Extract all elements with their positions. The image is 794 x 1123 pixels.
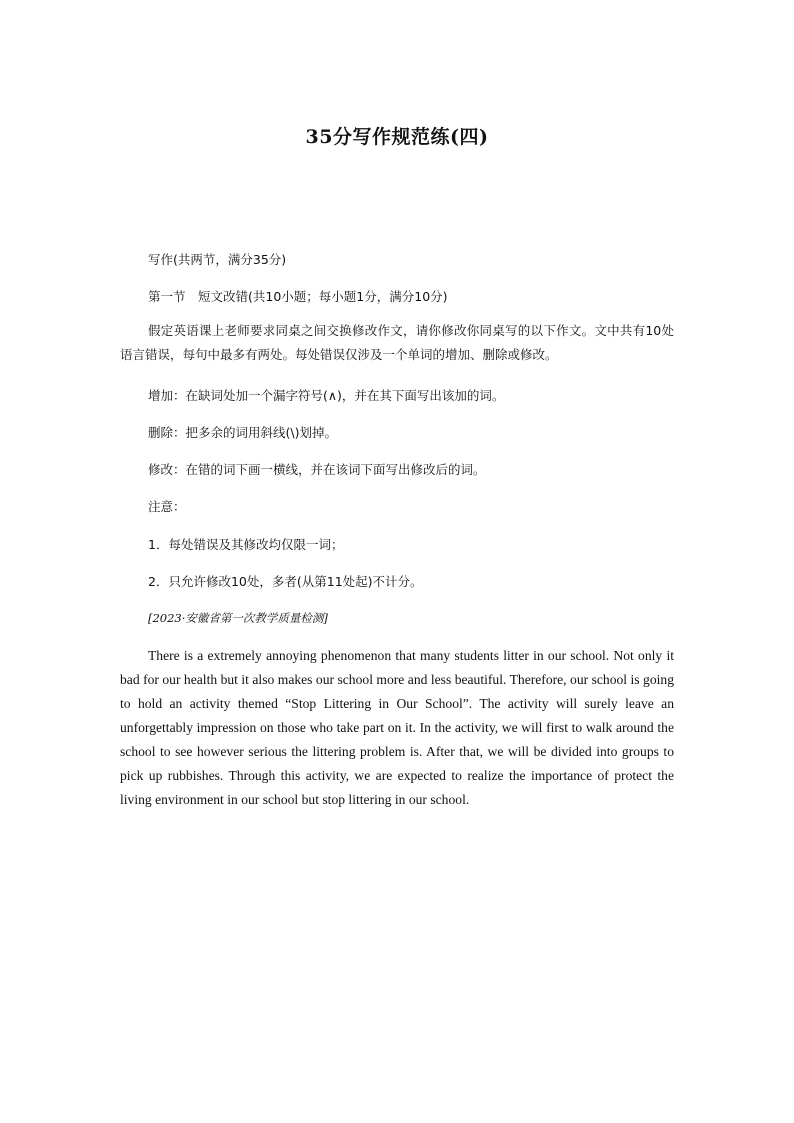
- passage-paragraph: There is a extremely annoying phenomenon that many students litter in our school. Not only it bad for our health but it also makes our school more and less beautiful. Therefore, our school is going to hold an activity themed “Stop Littering in Our School”. The activity will surely leave an unforgettably impression on those who take part on it. In the activity, we will first to walk around the school to see however serious the littering problem is. After that, we will be divided into groups to pick up rubbishes. Through this activity, we are expected to realize the importance of protect the living environment in our school but stop littering in our school.: [120, 648, 674, 807]
- source-citation: [2023·安徽省第一次教学质量检测]: [148, 611, 328, 625]
- rule-add: 增加：在缺词处加一个漏字符号(∧)，并在其下面写出该加的词。: [148, 388, 505, 403]
- instructions-paragraph: 假定英语课上老师要求同桌之间交换修改作文，请你修改你同桌写的以下作文。文中共有10处语言错误，每句中最多有两处。每处错误仅涉及一个单词的增加、删除或修改。: [120, 323, 674, 362]
- part1-heading: 第一节 短文改错(共10小题；每小题1分，满分10分): [148, 289, 448, 304]
- rule-modify: 修改：在错的词下画一横线，并在该词下面写出修改后的词。: [148, 462, 486, 477]
- note-1: 1．每处错误及其修改均仅限一词；: [148, 537, 344, 552]
- note-2: 2．只允许修改10处，多者(从第11处起)不计分。: [148, 574, 423, 589]
- page-title: 35分写作规范练(四): [305, 126, 489, 148]
- section-heading: 写作(共两节，满分35分): [148, 252, 287, 267]
- rule-delete: 删除：把多余的词用斜线(\)划掉。: [148, 425, 337, 440]
- note-label: 注意：: [148, 499, 186, 514]
